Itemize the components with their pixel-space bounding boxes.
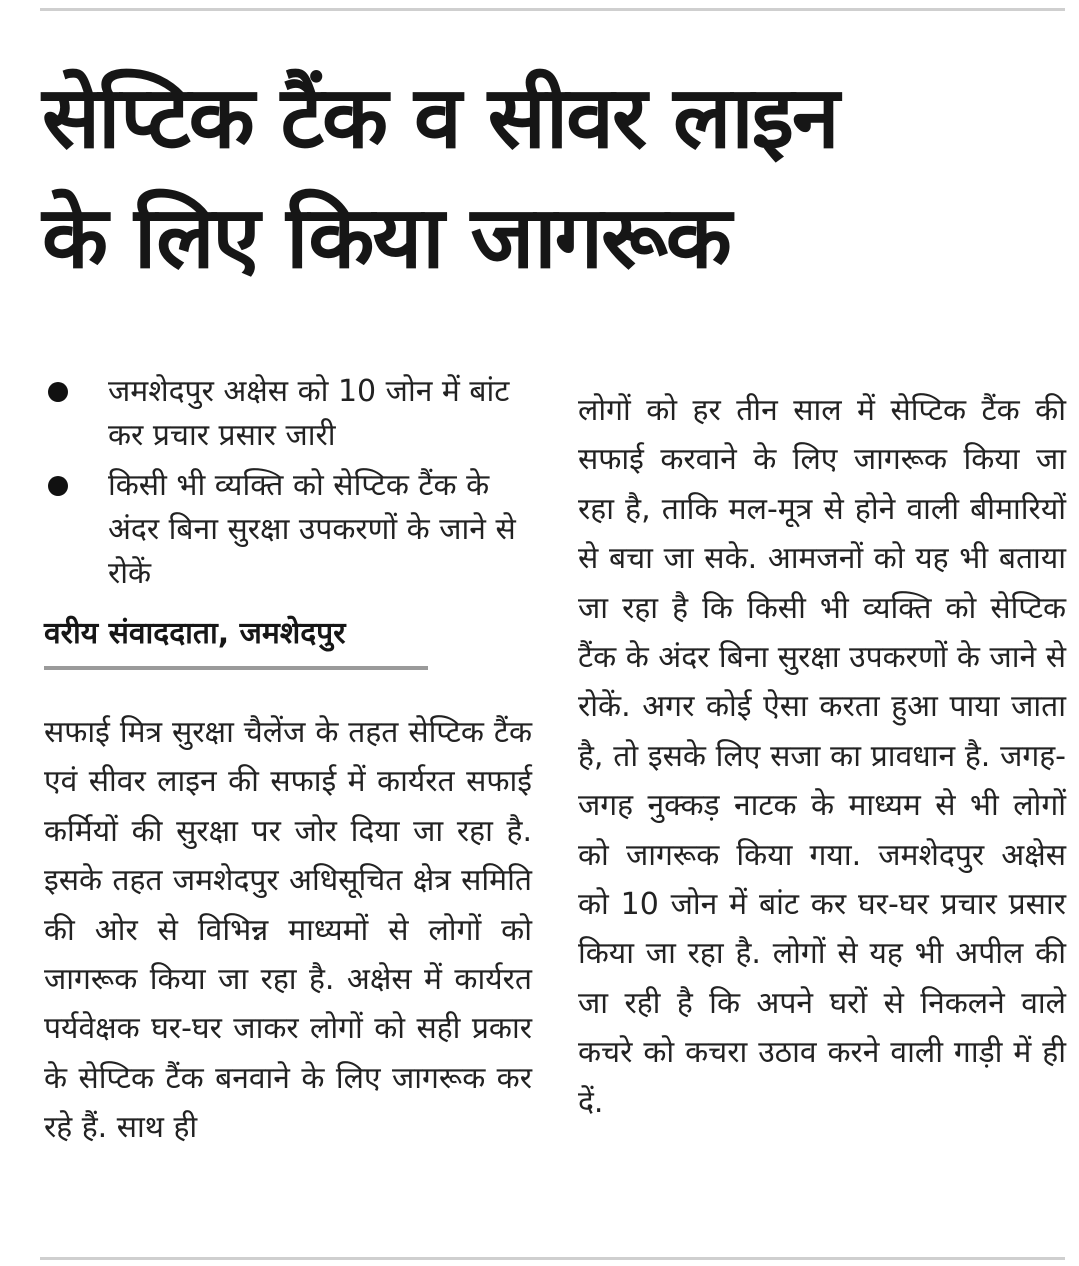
highlight-text: जमशेदपुर अक्षेस को 10 जोन में बांट कर प्रचार प्रसार जारी: [108, 374, 510, 453]
headline: [42, 58, 1072, 298]
top-divider: [40, 8, 1065, 11]
body-text-right: लोगों को हर तीन साल में सेप्टिक टैंक की सफाई करवाने के लिए जागरूक किया जा रहा है, ताकि मल-मूत्र से होने वाली बीमारियों से बचा जा सके. आमजनों को यह भी बताया जा रहा है कि किसी भी व्यक्ति को सेप्टिक टैंक के अंदर बिना सुरक्षा उपकरणों के जाने से रोकें. अगर कोई ऐसा करता हुआ पाया जाता है, तो इसके लिए सजा का प्रावधान है. जगह-जगह नुक्कड़ नाटक के माध्यम से भी लोगों को जागरूक किया गया. जमशेदपुर अक्षेस को 10 जोन में बांट कर घर-घर प्रचार प्रसार किया जा रहा है. लोगों से यह भी अपील की जा रही है कि अपने घरों से निकलने वाले कचरे को कचरा उठाव करने वाली गाड़ी में ही दें.: [578, 393, 1067, 1120]
body-text-left: सफाई मित्र सुरक्षा चैलेंज के तहत सेप्टिक टैंक एवं सीवर लाइन की सफाई में कार्यरत सफाई कर्मियों की सुरक्षा पर जोर दिया जा रहा है. इसके तहत जमशेदपुर अधिसूचित क्षेत्र समिति की ओर से विभिन्न माध्यमों से लोगों को जागरूक किया जा रहा है. अक्षेस में कार्यरत पर्यवेक्षक घर-घर जाकर लोगों को सही प्रकार के सेप्टिक टैंक बनवाने के लिए जागरूक कर रहे हैं. साथ ही: [44, 715, 532, 1146]
bottom-divider: [40, 1257, 1065, 1260]
highlight-item: [44, 370, 532, 458]
headline-line-2: के लिए किया जागरूक: [42, 188, 730, 288]
byline: वरीय संवाददाता, जमशेदपुर: [44, 612, 428, 670]
bullet-dot-icon: [48, 382, 68, 402]
highlight-item: [44, 464, 532, 596]
highlight-text: किसी भी व्यक्ति को सेप्टिक टैंक के अंदर बिना सुरक्षा उपकरणों के जाने से रोकें: [108, 468, 516, 591]
bullet-dot-icon: [48, 476, 68, 496]
headline-line-1: सेप्टिक टैंक व सीवर लाइन: [42, 68, 838, 168]
left-column: [44, 370, 532, 1153]
highlight-list: [44, 370, 532, 596]
right-column: [578, 386, 1066, 1127]
